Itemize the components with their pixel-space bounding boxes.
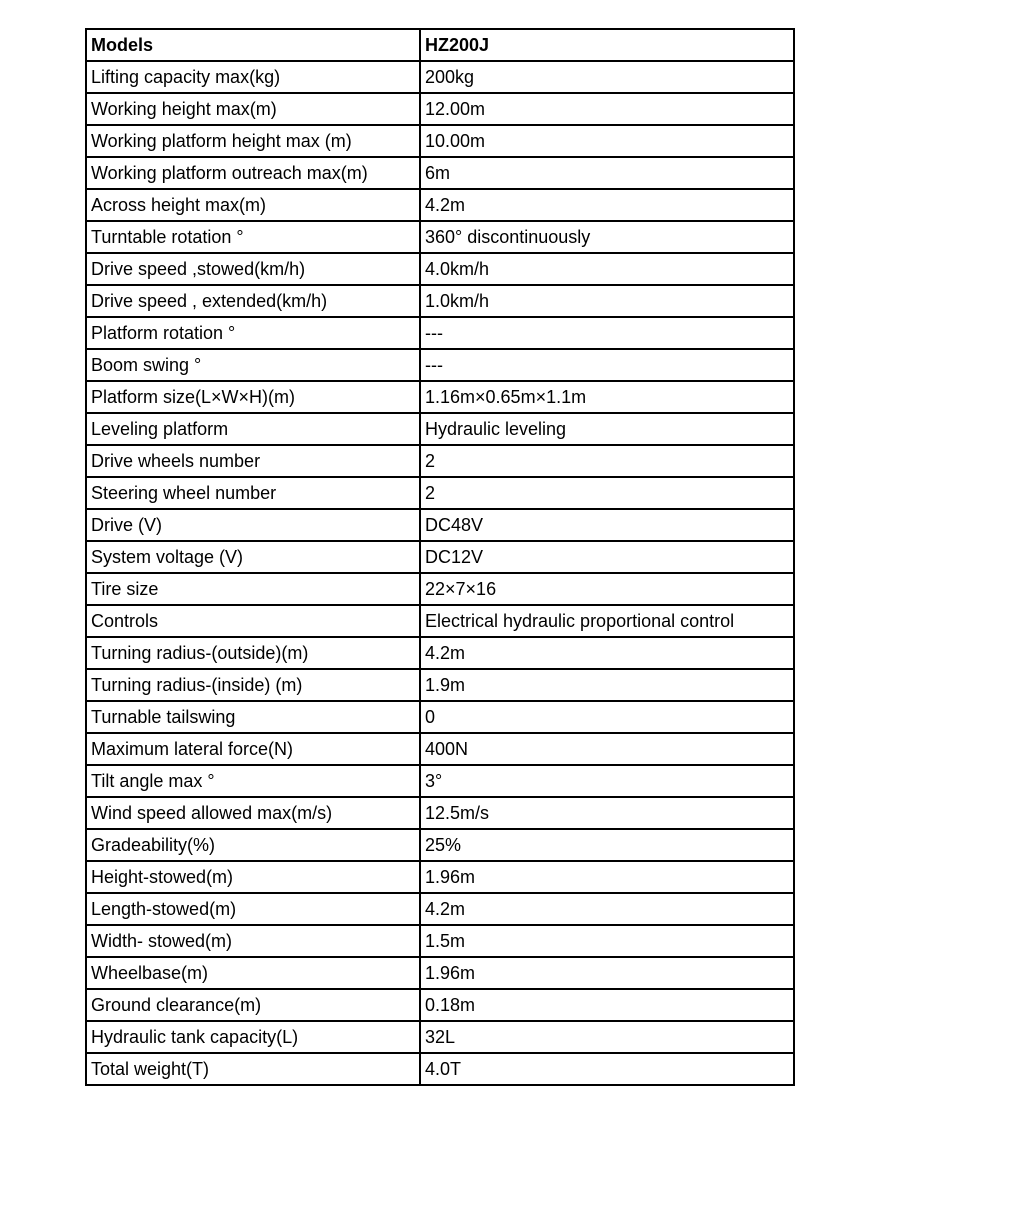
table-row <box>86 701 794 733</box>
spec-label-cell: Height-stowed(m) <box>86 861 420 893</box>
table-row <box>86 893 794 925</box>
spec-value-cell: 1.96m <box>420 861 794 893</box>
spec-label-cell: Working platform height max (m) <box>86 125 420 157</box>
spec-label-cell: Tilt angle max ° <box>86 765 420 797</box>
spec-value-cell: 1.96m <box>420 957 794 989</box>
spec-value-cell: Hydraulic leveling <box>420 413 794 445</box>
spec-value-cell: 12.00m <box>420 93 794 125</box>
table-row <box>86 925 794 957</box>
spec-value-cell: 0.18m <box>420 989 794 1021</box>
spec-value-cell: 4.2m <box>420 637 794 669</box>
spec-label-cell: Steering wheel number <box>86 477 420 509</box>
specifications-table <box>85 28 795 1086</box>
table-row <box>86 509 794 541</box>
spec-label-cell: Total weight(T) <box>86 1053 420 1085</box>
table-row <box>86 381 794 413</box>
spec-label-cell: Working platform outreach max(m) <box>86 157 420 189</box>
spec-value-cell: 12.5m/s <box>420 797 794 829</box>
spec-value-cell: 4.0km/h <box>420 253 794 285</box>
spec-value-cell: DC48V <box>420 509 794 541</box>
table-row <box>86 221 794 253</box>
table-row <box>86 861 794 893</box>
spec-value-cell: 3° <box>420 765 794 797</box>
spec-value-cell: 10.00m <box>420 125 794 157</box>
spec-value-cell: 1.5m <box>420 925 794 957</box>
table-row <box>86 573 794 605</box>
table-row <box>86 989 794 1021</box>
spec-label-cell: Wind speed allowed max(m/s) <box>86 797 420 829</box>
table-row <box>86 829 794 861</box>
spec-value-cell: 2 <box>420 445 794 477</box>
table-row <box>86 157 794 189</box>
table-row <box>86 797 794 829</box>
header-model-cell: HZ200J <box>420 29 794 61</box>
table-row <box>86 765 794 797</box>
spec-value-cell: 4.2m <box>420 189 794 221</box>
table-row <box>86 253 794 285</box>
spec-value-cell: Electrical hydraulic proportional control <box>420 605 794 637</box>
table-row <box>86 605 794 637</box>
spec-label-cell: Leveling platform <box>86 413 420 445</box>
spec-label-cell: Turnable tailswing <box>86 701 420 733</box>
table-row <box>86 413 794 445</box>
spec-label-cell: Controls <box>86 605 420 637</box>
spec-value-cell: 6m <box>420 157 794 189</box>
table-row <box>86 477 794 509</box>
table-row <box>86 93 794 125</box>
spec-label-cell: Ground clearance(m) <box>86 989 420 1021</box>
spec-value-cell: 1.0km/h <box>420 285 794 317</box>
table-row <box>86 1021 794 1053</box>
spec-value-cell: 1.9m <box>420 669 794 701</box>
table-row <box>86 637 794 669</box>
spec-label-cell: Turntable rotation ° <box>86 221 420 253</box>
specifications-table-body <box>86 29 794 1085</box>
spec-value-cell: 400N <box>420 733 794 765</box>
spec-label-cell: Drive (V) <box>86 509 420 541</box>
spec-value-cell: 4.2m <box>420 893 794 925</box>
spec-label-cell: Gradeability(%) <box>86 829 420 861</box>
table-row <box>86 445 794 477</box>
spec-value-cell: DC12V <box>420 541 794 573</box>
table-row <box>86 669 794 701</box>
table-row <box>86 1053 794 1085</box>
table-row <box>86 541 794 573</box>
table-row <box>86 285 794 317</box>
table-row <box>86 349 794 381</box>
header-label-cell: Models <box>86 29 420 61</box>
spec-label-cell: Turning radius-(inside) (m) <box>86 669 420 701</box>
spec-label-cell: Drive wheels number <box>86 445 420 477</box>
spec-label-cell: Platform size(L×W×H)(m) <box>86 381 420 413</box>
table-header-row <box>86 29 794 61</box>
spec-label-cell: Drive speed , extended(km/h) <box>86 285 420 317</box>
spec-value-cell: 22×7×16 <box>420 573 794 605</box>
table-row <box>86 61 794 93</box>
table-row <box>86 125 794 157</box>
spec-label-cell: Tire size <box>86 573 420 605</box>
spec-label-cell: Maximum lateral force(N) <box>86 733 420 765</box>
spec-label-cell: Working height max(m) <box>86 93 420 125</box>
spec-value-cell: 1.16m×0.65m×1.1m <box>420 381 794 413</box>
spec-value-cell: 200kg <box>420 61 794 93</box>
spec-label-cell: Length-stowed(m) <box>86 893 420 925</box>
spec-value-cell: 25% <box>420 829 794 861</box>
spec-label-cell: Width- stowed(m) <box>86 925 420 957</box>
table-row <box>86 189 794 221</box>
spec-label-cell: Drive speed ,stowed(km/h) <box>86 253 420 285</box>
spec-label-cell: Turning radius-(outside)(m) <box>86 637 420 669</box>
spec-label-cell: System voltage (V) <box>86 541 420 573</box>
spec-label-cell: Lifting capacity max(kg) <box>86 61 420 93</box>
spec-value-cell: --- <box>420 317 794 349</box>
spec-value-cell: 4.0T <box>420 1053 794 1085</box>
spec-label-cell: Hydraulic tank capacity(L) <box>86 1021 420 1053</box>
table-row <box>86 957 794 989</box>
spec-value-cell: 2 <box>420 477 794 509</box>
spec-value-cell: --- <box>420 349 794 381</box>
table-row <box>86 733 794 765</box>
spec-value-cell: 0 <box>420 701 794 733</box>
spec-value-cell: 32L <box>420 1021 794 1053</box>
spec-label-cell: Wheelbase(m) <box>86 957 420 989</box>
spec-label-cell: Across height max(m) <box>86 189 420 221</box>
spec-value-cell: 360° discontinuously <box>420 221 794 253</box>
spec-label-cell: Platform rotation ° <box>86 317 420 349</box>
spec-label-cell: Boom swing ° <box>86 349 420 381</box>
table-row <box>86 317 794 349</box>
